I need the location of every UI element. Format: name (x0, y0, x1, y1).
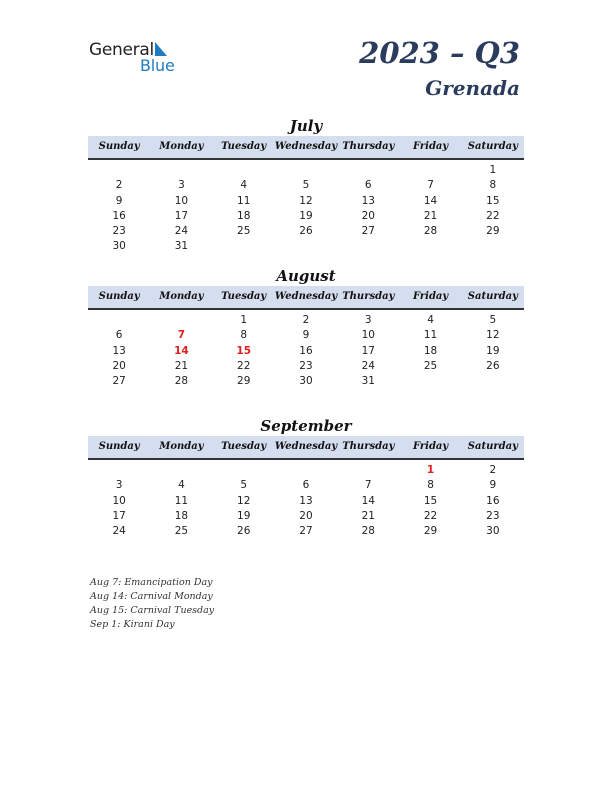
weekday-label: Tuesday (221, 441, 267, 452)
week-row (88, 328, 524, 343)
day-cell: 27 (112, 375, 126, 388)
day-cell: 12 (237, 494, 251, 507)
day-cell: 9 (302, 329, 310, 342)
holiday-day-cell: 14 (174, 344, 189, 357)
day-cell: 27 (361, 225, 375, 238)
day-cell: 5 (302, 179, 310, 192)
week-row (88, 478, 524, 493)
week-row (88, 178, 524, 193)
holiday-notes (90, 576, 214, 632)
weekday-header (88, 136, 524, 160)
day-cell: 14 (423, 194, 438, 207)
day-cell: 23 (486, 509, 500, 522)
day-cell (88, 463, 150, 478)
day-cell: 8 (489, 179, 497, 192)
day-cell: 2 (115, 179, 123, 192)
day-cell (213, 463, 275, 478)
day-cell: 2 (302, 314, 310, 326)
month-july (88, 116, 524, 255)
day-cell: 16 (486, 494, 500, 507)
day-cell: 22 (237, 359, 251, 372)
day-cell: 23 (299, 359, 313, 372)
country-name: Grenada (425, 76, 520, 100)
holiday-day-cell: 15 (236, 344, 252, 357)
day-cell: 4 (240, 179, 248, 192)
day-cell: 18 (174, 509, 189, 522)
day-cell: 1 (489, 164, 497, 176)
weekday-label: Friday (412, 141, 449, 152)
weekday-label: Thursday (342, 441, 395, 452)
day-cell: 4 (178, 479, 185, 492)
weekday-label: Thursday (342, 141, 395, 152)
day-cell: 3 (115, 479, 123, 492)
week-row (88, 313, 524, 328)
day-cell: 12 (299, 194, 313, 207)
weekday-label: Wednesday (274, 291, 338, 302)
week-row (88, 374, 524, 389)
day-cell: 13 (112, 344, 126, 357)
day-cell: 24 (112, 525, 126, 538)
day-cell: 7 (427, 179, 434, 192)
weekday-label: Saturday (467, 441, 518, 452)
week-row (88, 494, 524, 509)
day-cell: 10 (361, 329, 375, 342)
day-cell: 20 (361, 209, 375, 222)
weekday-label: Sunday (98, 141, 140, 152)
day-cell: 30 (486, 525, 500, 538)
day-cell: 11 (237, 194, 251, 207)
day-cell: 29 (237, 375, 251, 388)
day-cell: 10 (174, 194, 189, 207)
day-cell: 14 (361, 494, 375, 507)
day-cell: 10 (112, 494, 126, 507)
week-row (88, 209, 524, 224)
day-cell: 2 (489, 464, 497, 476)
day-cell: 15 (486, 194, 500, 207)
day-cell: 26 (237, 525, 251, 538)
day-cell: 31 (174, 240, 189, 253)
day-cell: 31 (361, 375, 375, 388)
weekday-label: Sunday (98, 441, 140, 452)
weekday-label: Sunday (98, 291, 140, 302)
day-cell: 3 (178, 179, 185, 192)
day-cell: 30 (299, 375, 313, 388)
page-title: 2023 – Q3 (359, 36, 520, 70)
day-cell: 9 (489, 479, 497, 492)
day-cell: 5 (489, 314, 497, 326)
month-grid (88, 463, 524, 539)
holiday-day-cell: 7 (177, 329, 186, 342)
month-title: September (260, 417, 352, 435)
day-cell (213, 239, 275, 254)
month-august (88, 266, 524, 389)
weekday-label: Wednesday (274, 141, 338, 152)
day-cell: 4 (427, 314, 434, 326)
day-cell: 24 (174, 225, 189, 238)
day-cell (213, 163, 275, 178)
day-cell: 26 (486, 359, 500, 372)
week-row (88, 224, 524, 239)
weekday-label: Monday (159, 141, 204, 152)
weekday-header (88, 436, 524, 460)
holiday-day-cell: 1 (426, 464, 435, 476)
weekday-label: Tuesday (221, 291, 267, 302)
day-cell: 19 (486, 344, 500, 357)
day-cell (88, 313, 150, 328)
day-cell: 28 (361, 525, 375, 538)
day-cell: 18 (423, 344, 438, 357)
weekday-label: Wednesday (274, 441, 338, 452)
weekday-label: Friday (412, 291, 449, 302)
day-cell (337, 163, 399, 178)
day-cell: 22 (423, 509, 438, 522)
day-cell: 11 (423, 329, 438, 342)
day-cell (399, 239, 461, 254)
day-cell: 19 (299, 209, 313, 222)
day-cell: 25 (174, 525, 189, 538)
day-cell: 15 (423, 494, 438, 507)
week-row (88, 359, 524, 374)
day-cell: 6 (115, 329, 123, 342)
day-cell: 9 (115, 194, 123, 207)
week-row (88, 344, 524, 359)
day-cell: 27 (299, 525, 313, 538)
day-cell: 5 (240, 479, 248, 492)
day-cell (275, 239, 337, 254)
day-cell (275, 163, 337, 178)
weekday-header (88, 286, 524, 310)
weekday-label: Tuesday (221, 141, 267, 152)
week-row (88, 194, 524, 209)
week-row (88, 509, 524, 524)
day-cell: 28 (423, 225, 438, 238)
day-cell (150, 163, 212, 178)
day-cell: 16 (112, 209, 126, 222)
week-row (88, 463, 524, 478)
month-september (88, 416, 524, 539)
day-cell: 8 (240, 329, 248, 342)
holiday-note: Aug 14: Carnival Monday (90, 591, 213, 602)
weekday-label: Monday (159, 291, 204, 302)
day-cell: 22 (486, 209, 500, 222)
month-grid (88, 163, 524, 255)
day-cell: 18 (237, 209, 251, 222)
week-row (88, 524, 524, 539)
day-cell: 12 (486, 329, 500, 342)
day-cell: 3 (364, 314, 372, 326)
week-row (88, 239, 524, 254)
month-grid (88, 313, 524, 389)
day-cell (337, 463, 399, 478)
holiday-note: Sep 1: Kirani Day (90, 619, 175, 630)
day-cell: 30 (112, 240, 126, 253)
day-cell (399, 163, 461, 178)
weekday-label: Monday (159, 441, 204, 452)
day-cell (275, 463, 337, 478)
day-cell (462, 239, 524, 254)
day-cell: 29 (486, 225, 500, 238)
day-cell: 25 (237, 225, 251, 238)
weekday-label: Friday (412, 441, 449, 452)
day-cell: 13 (299, 494, 313, 507)
logo-text-general: General (89, 40, 154, 60)
day-cell: 25 (423, 359, 438, 372)
day-cell: 17 (112, 509, 126, 522)
day-cell: 20 (112, 359, 126, 372)
day-cell: 23 (112, 225, 126, 238)
week-row (88, 163, 524, 178)
day-cell: 16 (299, 344, 313, 357)
logo-text-blue: Blue (140, 56, 175, 75)
day-cell: 21 (423, 209, 438, 222)
holiday-note: Aug 7: Emancipation Day (90, 577, 213, 588)
month-title: July (289, 117, 323, 135)
day-cell: 1 (240, 314, 248, 326)
day-cell: 6 (302, 479, 310, 492)
day-cell: 19 (237, 509, 251, 522)
day-cell: 11 (174, 494, 189, 507)
day-cell (399, 374, 461, 389)
holiday-note: Aug 15: Carnival Tuesday (90, 605, 215, 616)
day-cell (150, 463, 212, 478)
day-cell: 7 (364, 479, 372, 492)
day-cell (337, 239, 399, 254)
day-cell (462, 374, 524, 389)
day-cell: 29 (423, 525, 438, 538)
weekday-label: Saturday (467, 141, 518, 152)
weekday-label: Saturday (467, 291, 518, 302)
day-cell: 20 (299, 509, 313, 522)
month-title: August (276, 267, 336, 285)
day-cell (150, 313, 212, 328)
day-cell: 13 (361, 194, 375, 207)
day-cell: 21 (361, 509, 375, 522)
weekday-label: Thursday (342, 291, 395, 302)
day-cell: 28 (174, 375, 189, 388)
day-cell: 6 (364, 179, 372, 192)
day-cell: 17 (361, 344, 375, 357)
logo-flag-icon (155, 42, 167, 56)
generalblue-logo (89, 40, 189, 76)
day-cell: 17 (174, 209, 189, 222)
day-cell: 24 (361, 359, 375, 372)
day-cell (88, 163, 150, 178)
day-cell: 21 (174, 359, 189, 372)
day-cell: 8 (427, 479, 434, 492)
day-cell: 26 (299, 225, 313, 238)
